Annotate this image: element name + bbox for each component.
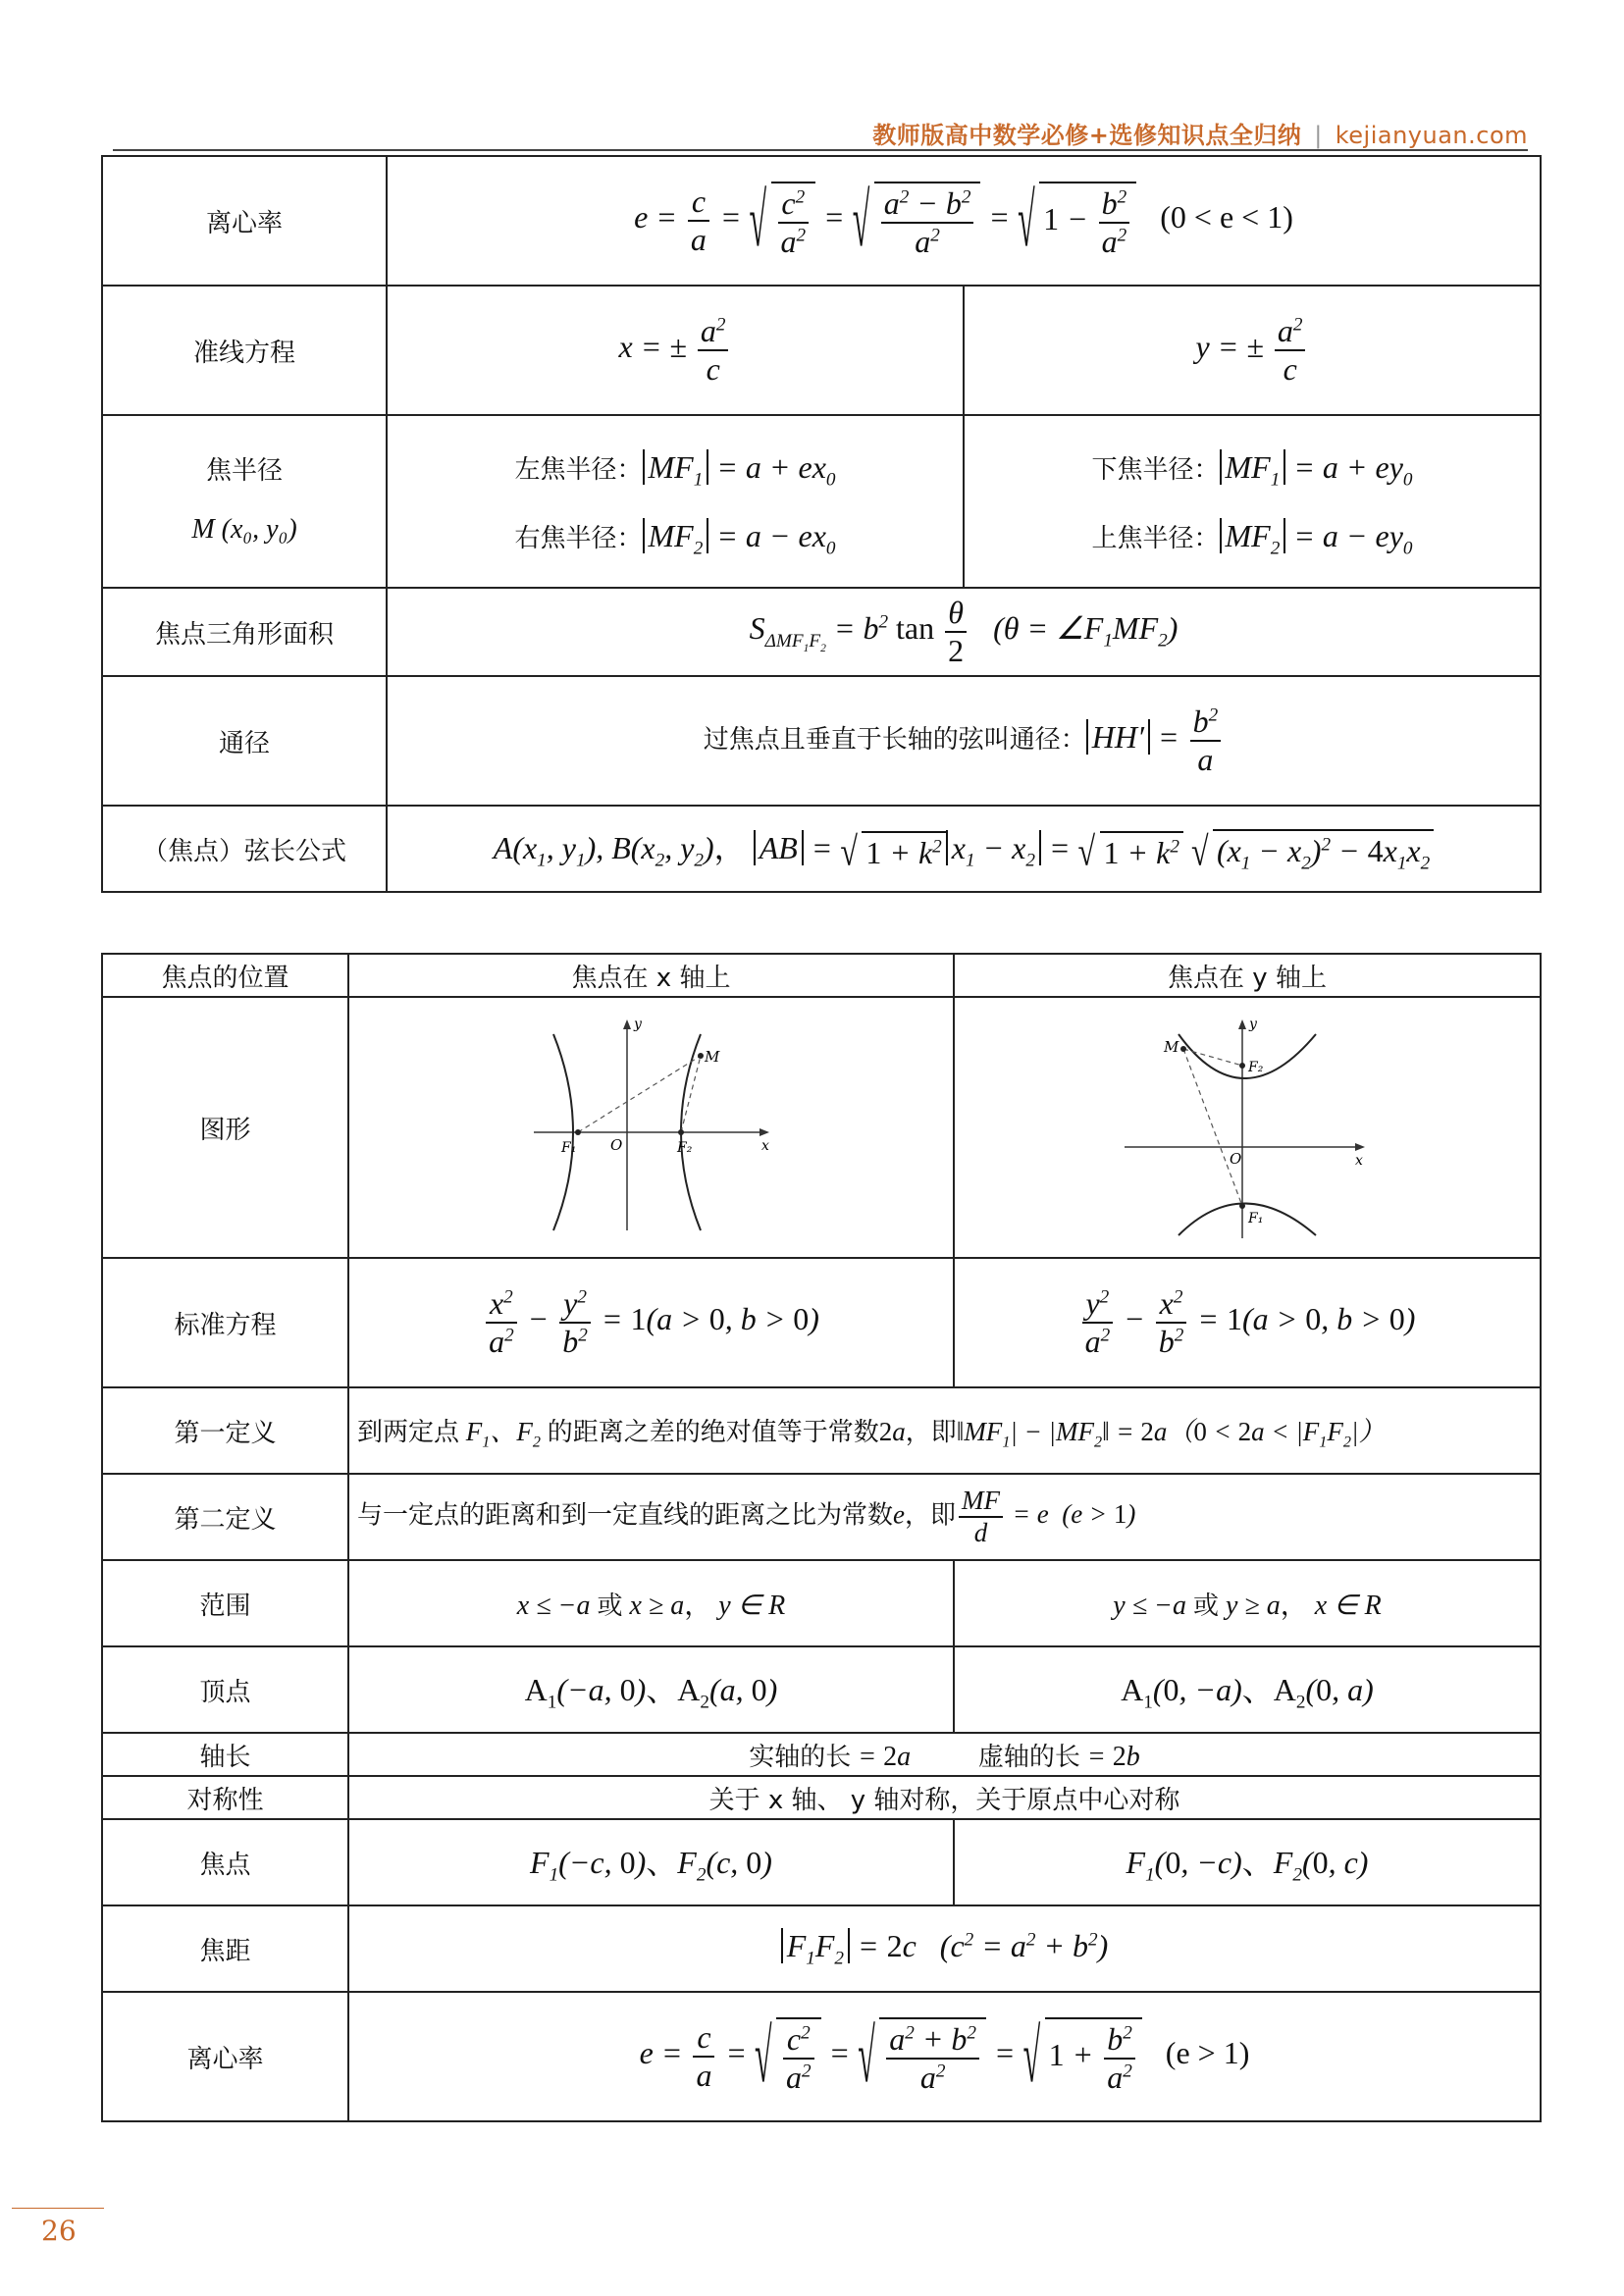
- row-position: [102, 954, 1541, 997]
- y-axis-arrow: [623, 1019, 631, 1029]
- label-vertex: 顶点: [102, 1646, 348, 1733]
- label-f2: F₂: [676, 1140, 692, 1156]
- page-number: 26: [41, 2215, 77, 2247]
- upper-branch: [1179, 1034, 1316, 1078]
- row-focal-radius: [102, 415, 1541, 588]
- focal-radius-y: 下焦半径： $MF_1 = a + ey_0$ 上焦半径： $MF_2 = a - ey_0$: [964, 415, 1541, 588]
- label-position: 焦点的位置: [102, 954, 348, 997]
- label-standard: 标准方程: [102, 1258, 348, 1387]
- formula-eccentricity-2: e = $\frac{c}{a}$ = √ $\frac{c^2}{a^2}$ = √ $\frac{a^2 + b^2}{a^2}$ = √ 1 + $\frac{b^2}{a^2}$ (e > 1): [348, 1992, 1541, 2121]
- point-f2: [1239, 1063, 1245, 1069]
- header-site: kejianyuan.com: [1335, 122, 1528, 149]
- range-y-axis: y ≤ −a 或 y ≥ a， x ∈ R: [954, 1560, 1541, 1646]
- formula-chord: $A(x_1$, $y_1$), $B(x_2$, $y_2$)， AB = √ $1 + k^2$ $x_1 - x_2$ = √ $1 + k^2$ √ $(x_1 - x_2)^2 - 4x_1x_2$: [387, 806, 1541, 892]
- label-symmetry: 对称性: [102, 1776, 348, 1819]
- label-axis-length: 轴长: [102, 1733, 348, 1776]
- row-range: [102, 1560, 1541, 1646]
- focus-x-axis: $F_1(-c$, 0)、$F_2(c$, 0): [348, 1819, 954, 1905]
- y-axis-arrow: [1238, 1019, 1246, 1029]
- label-def2: 第二定义: [102, 1474, 348, 1560]
- ecc2-condition: (e > 1): [1165, 2035, 1250, 2071]
- label-chord: （焦点）弦长公式: [102, 806, 387, 892]
- ecc-condition: (0 < e < 1): [1160, 199, 1293, 235]
- row-figure: [102, 997, 1541, 1258]
- focal-radius-x: 左焦半径： $MF_1 = a + ex_0$ 右焦半径： $MF_2 = a - ex_0$: [387, 415, 964, 588]
- row-standard: [102, 1258, 1541, 1387]
- formula-directrix-x: x = ± $\frac{a^2}{c}$: [387, 286, 964, 415]
- label-m: M: [1164, 1038, 1179, 1056]
- position-x-axis: 焦点在 x 轴上: [348, 954, 954, 997]
- label-x: x: [760, 1138, 769, 1154]
- hyperbola-table: [101, 953, 1542, 2122]
- label-f1: F₁: [560, 1140, 576, 1156]
- x-axis-arrow: [760, 1128, 769, 1136]
- label-focus: 焦点: [102, 1819, 348, 1905]
- left-focal-label: 左焦半径：: [514, 454, 643, 485]
- row-def1: [102, 1387, 1541, 1474]
- row-vertex: [102, 1646, 1541, 1733]
- standard-y-axis: $\frac{y^2}{a^2}$ − $\frac{x^2}{b^2}$ = 1(a > 0, b > 0): [954, 1258, 1541, 1387]
- label-directrix: 准线方程: [102, 286, 387, 415]
- label-focal-radius: [102, 415, 387, 588]
- focal-distance-formula: $F_1F_2 = 2c$ $(c^2 = a^2 + b^2)$: [348, 1905, 1541, 1992]
- label-triangle-area: 焦点三角形面积: [102, 588, 387, 676]
- row-focus: [102, 1819, 1541, 1905]
- mf1-segment: [1183, 1049, 1242, 1206]
- label-figure: 图形: [102, 997, 348, 1258]
- vertex-y-axis: $A_1(0$, −a)、$A_2(0$, a): [954, 1646, 1541, 1733]
- page-header: [872, 116, 1528, 150]
- label-focal-distance: 焦距: [102, 1905, 348, 1992]
- hyperbola-x-graph: [524, 1015, 779, 1240]
- label-m: M: [704, 1048, 719, 1066]
- header-rule: [113, 149, 1528, 151]
- point-f1: [1239, 1203, 1245, 1209]
- mf2-segment: [1183, 1049, 1242, 1066]
- point-f2: [678, 1129, 684, 1135]
- header-title: 教师版高中数学必修+选修知识点全归纳: [872, 122, 1302, 149]
- label-f1: F₁: [1248, 1211, 1264, 1226]
- label-range: 范围: [102, 1560, 348, 1646]
- formula-eccentricity: e = $\frac{c}{a}$ = √ $\frac{c^2}{a^2}$ = √ $\frac{a^2 - b^2}{a^2}$ = √ 1 − $\frac{b^2}{a^2}$ (0 < e < 1): [387, 156, 1541, 286]
- point-m: [698, 1053, 704, 1059]
- x-axis-arrow: [1355, 1143, 1365, 1151]
- focal-radius-label: 焦半径: [205, 455, 283, 486]
- focal-radius-point: M (x₀, y₀): [191, 513, 297, 545]
- row-eccentricity: [102, 156, 1541, 286]
- row-def2: [102, 1474, 1541, 1560]
- figure-y-axis: [954, 997, 1541, 1258]
- row-eccentricity-2: [102, 1992, 1541, 2121]
- label-o: O: [1230, 1150, 1242, 1168]
- row-triangle-area: [102, 588, 1541, 676]
- hyperbola-y-graph: [1120, 1015, 1375, 1240]
- row-symmetry: [102, 1776, 1541, 1819]
- symmetry-text: 关于 x 轴、 y 轴对称，关于原点中心对称: [348, 1776, 1541, 1819]
- axis-length-text: 实轴的长 = 2a 虚轴的长 = 2b: [348, 1733, 1541, 1776]
- label-o: O: [609, 1136, 622, 1154]
- figure-x-axis: [348, 997, 954, 1258]
- lower-branch: [1179, 1204, 1316, 1236]
- ellipse-table: [101, 155, 1542, 893]
- position-y-axis: 焦点在 y 轴上: [954, 954, 1541, 997]
- label-eccentricity-2: 离心率: [102, 1992, 348, 2121]
- focus-y-axis: $F_1(0$, −c)、$F_2(0$, c): [954, 1819, 1541, 1905]
- label-y: y: [1249, 1017, 1257, 1032]
- label-y: y: [633, 1017, 642, 1032]
- right-focal-label: 右焦半径：: [514, 524, 643, 553]
- standard-x-axis: $\frac{x^2}{a^2}$ − $\frac{y^2}{b^2}$ = 1(a > 0, b > 0): [348, 1258, 954, 1387]
- point-f1: [575, 1129, 581, 1135]
- latus-text: 过焦点且垂直于长轴的弦叫通径：: [703, 725, 1086, 756]
- formula-latus: 过焦点且垂直于长轴的弦叫通径： HH′ = $\frac{b^2}{a}$: [387, 676, 1541, 806]
- label-x: x: [1355, 1153, 1363, 1169]
- vertex-x-axis: $A_1(-a$, 0)、$A_2(a$, 0): [348, 1646, 954, 1733]
- row-latus: [102, 676, 1541, 806]
- header-separator: |: [1314, 122, 1323, 149]
- lower-focal-label: 下焦半径：: [1091, 454, 1220, 485]
- label-f2: F₂: [1248, 1060, 1264, 1075]
- def2-text: 与一定点的距离和到一定直线的距离之比为常数e，即 $\frac{MF}{d}$ = e (e > 1): [348, 1474, 1541, 1560]
- row-axis-length: [102, 1733, 1541, 1776]
- footer-rule: [12, 2208, 104, 2209]
- formula-triangle-area: $S_{\Delta MF_1F_2} = b^2$ tan $\frac{\theta}{2}$ $(\theta = \angle F_1MF_2)$: [387, 588, 1541, 676]
- def1-text: 到两定点 $F_1$、$F_2$ 的距离之差的绝对值等于常数2a，即$‖MF_1|$ − $|MF_2‖ = 2a(0 < 2a < |F_1F_2|)$: [348, 1387, 1541, 1474]
- range-x-axis: x ≤ −a 或 x ≥ a， y ∈ R: [348, 1560, 954, 1646]
- row-directrix: [102, 286, 1541, 415]
- upper-focal-label: 上焦半径：: [1091, 524, 1220, 553]
- formula-directrix-y: y = ± $\frac{a^2}{c}$: [964, 286, 1541, 415]
- label-latus: 通径: [102, 676, 387, 806]
- label-eccentricity: 离心率: [102, 156, 387, 286]
- point-m: [1180, 1046, 1186, 1052]
- label-def1: 第一定义: [102, 1387, 348, 1474]
- row-chord: [102, 806, 1541, 892]
- row-focal-distance: [102, 1905, 1541, 1992]
